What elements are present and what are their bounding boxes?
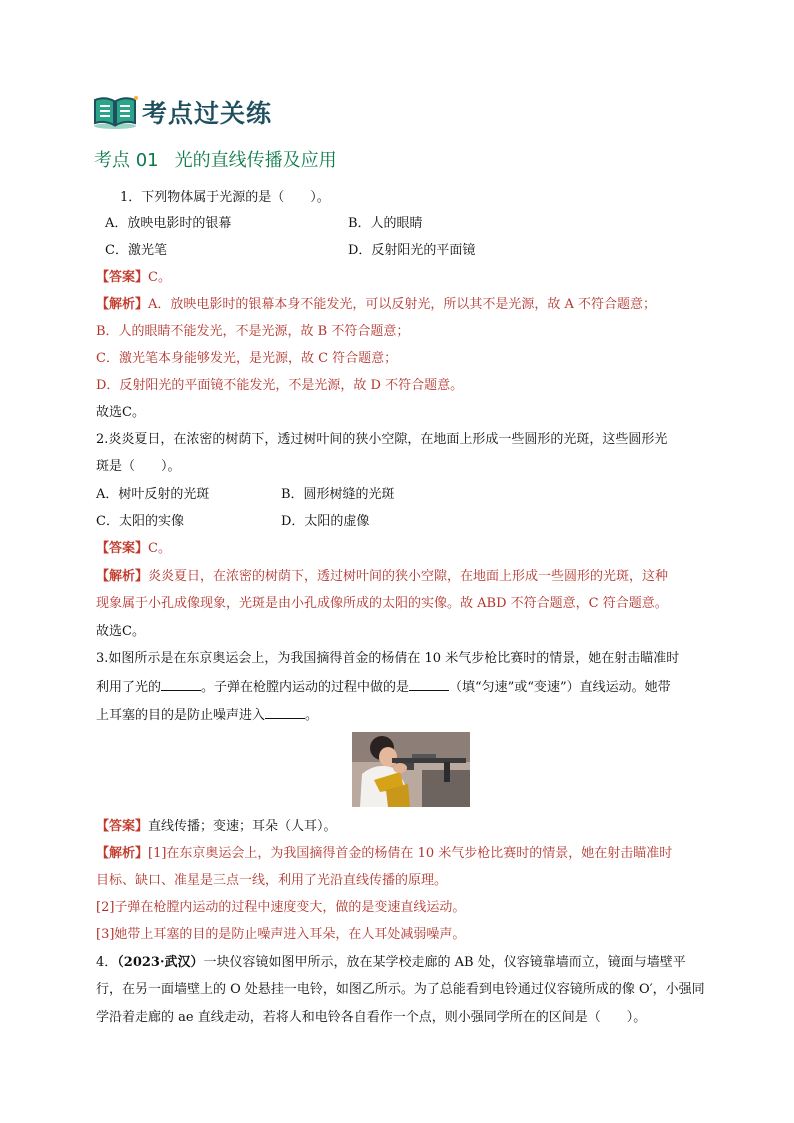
q3-stem-line-2 xyxy=(96,678,671,696)
q3-text: 利用了光的 xyxy=(96,680,162,695)
analysis-tag: 【解析】 xyxy=(96,297,149,312)
analysis-text: [1]在东京奥运会上，为我国摘得首金的杨倩在 10 米气步枪比赛时的情景，她在射击瞄准时 xyxy=(148,846,673,861)
q2-option-c: C．太阳的实像 xyxy=(96,514,184,529)
q2-stem-line-2: 斑是（ ）。 xyxy=(96,459,181,474)
q1-analysis-4: D．反射阳光的平面镜不能发光，不是光源，故 D 不符合题意。 xyxy=(96,378,464,393)
q2-option-d: D．太阳的虚像 xyxy=(281,514,370,529)
banner-title: 考点过关练 xyxy=(142,99,273,128)
q1-stem: 1．下列物体属于光源的是（ ）。 xyxy=(120,190,330,205)
q4-text: 一块仪容镜如图甲所示，放在某学校走廊的 AB 处，仪容镜靠墙而立，镜面与墙壁平 xyxy=(203,955,686,970)
q3-analysis-3: [2]子弹在枪膛内运动的过程中速度变大，做的是变速直线运动。 xyxy=(96,900,466,915)
q3-text: 。子弹在枪膛内运动的过程中做的是 xyxy=(201,680,410,695)
q3-analysis-4: [3]她带上耳塞的目的是防止噪声进入耳朵，在人耳处减弱噪声。 xyxy=(96,927,466,942)
q4-line-3: 学沿着走廊的 ae 直线走动，若将人和电铃各自看作一个点，则小强同学所在的区间是（ ）。 xyxy=(96,1010,647,1025)
analysis-text: A．放映电影时的银幕本身不能发光，可以反射光，所以其不是光源，故 A 不符合题意； xyxy=(148,297,657,312)
section-banner xyxy=(92,94,272,130)
q3-analysis-1 xyxy=(96,846,672,862)
shooter-photo xyxy=(352,732,470,807)
section-title: 光的直线传播及应用 xyxy=(174,150,337,171)
section-label: 考点 01 xyxy=(94,150,159,171)
answer-value: C。 xyxy=(148,541,171,556)
q4-line-2: 行，在另一面墙壁上的 O 处悬挂一电铃，如图乙所示。为了总能看到电铃通过仪容镜所成的像 O′，小强同 xyxy=(96,982,705,997)
analysis-tag: 【解析】 xyxy=(96,846,149,861)
q1-option-c: C．激光笔 xyxy=(105,243,167,258)
q3-text: 上耳塞的目的是防止噪声进入 xyxy=(96,708,266,723)
q1-option-d: D．反射阳光的平面镜 xyxy=(348,243,476,258)
q2-stem-line-1: 2.炎炎夏日，在浓密的树荫下，透过树叶间的狭小空隙，在地面上形成一些圆形的光斑，这些圆形光 xyxy=(96,432,668,447)
analysis-tag: 【解析】 xyxy=(96,569,149,584)
q3-stem-line-1: 3.如图所示是在东京奥运会上，为我国摘得首金的杨倩在 10 米气步枪比赛时的情景，她在射击瞄准时 xyxy=(96,651,680,666)
q2-option-b: B．圆形树缝的光斑 xyxy=(281,487,395,502)
answer-tag: 【答案】 xyxy=(96,541,149,556)
q1-answer xyxy=(96,270,171,286)
q2-analysis-2: 现象属于小孔成像现象，光斑是由小孔成像所成的太阳的实像。故 ABD 不符合题意，C 符合题意。 xyxy=(96,596,668,611)
q1-option-a: A．放映电影时的银幕 xyxy=(105,216,232,231)
answer-value: C。 xyxy=(148,270,171,285)
q3-text: （填“匀速”或“变速”）直线运动。她带 xyxy=(449,680,671,695)
open-book-icon xyxy=(92,94,138,130)
answer-value: 直线传播；变速；耳朵（人耳）。 xyxy=(148,819,337,834)
q4-source: （2023·武汉） xyxy=(117,955,204,970)
q2-conclusion: 故选C。 xyxy=(96,624,145,639)
q1-analysis-1 xyxy=(96,297,656,313)
answer-blank-3 xyxy=(265,706,305,719)
q1-conclusion: 故选C。 xyxy=(96,405,145,420)
answer-blank-1 xyxy=(161,678,201,691)
q4-number: 4． xyxy=(96,955,118,970)
q3-stem-line-3 xyxy=(96,706,318,724)
answer-tag: 【答案】 xyxy=(96,270,149,285)
q1-option-b: B．人的眼睛 xyxy=(348,216,423,231)
q2-answer xyxy=(96,541,171,557)
q2-analysis-1 xyxy=(96,569,668,585)
q3-analysis-2: 目标、缺口、准星是三点一线，利用了光沿直线传播的原理。 xyxy=(96,873,448,888)
q2-option-a: A．树叶反射的光斑 xyxy=(96,487,210,502)
q1-analysis-2: B．人的眼睛不能发光，不是光源，故 B 不符合题意； xyxy=(96,324,410,339)
q4-line-1 xyxy=(96,955,686,971)
answer-tag: 【答案】 xyxy=(96,819,149,834)
q3-text: 。 xyxy=(305,708,319,723)
q3-answer xyxy=(96,819,337,835)
q1-analysis-3: C．激光笔本身能够发光，是光源，故 C 符合题意； xyxy=(96,351,398,366)
answer-blank-2 xyxy=(409,678,449,691)
section-heading xyxy=(94,146,337,172)
analysis-text: 炎炎夏日，在浓密的树荫下，透过树叶间的狭小空隙，在地面上形成一些圆形的光斑，这种 xyxy=(148,569,669,584)
